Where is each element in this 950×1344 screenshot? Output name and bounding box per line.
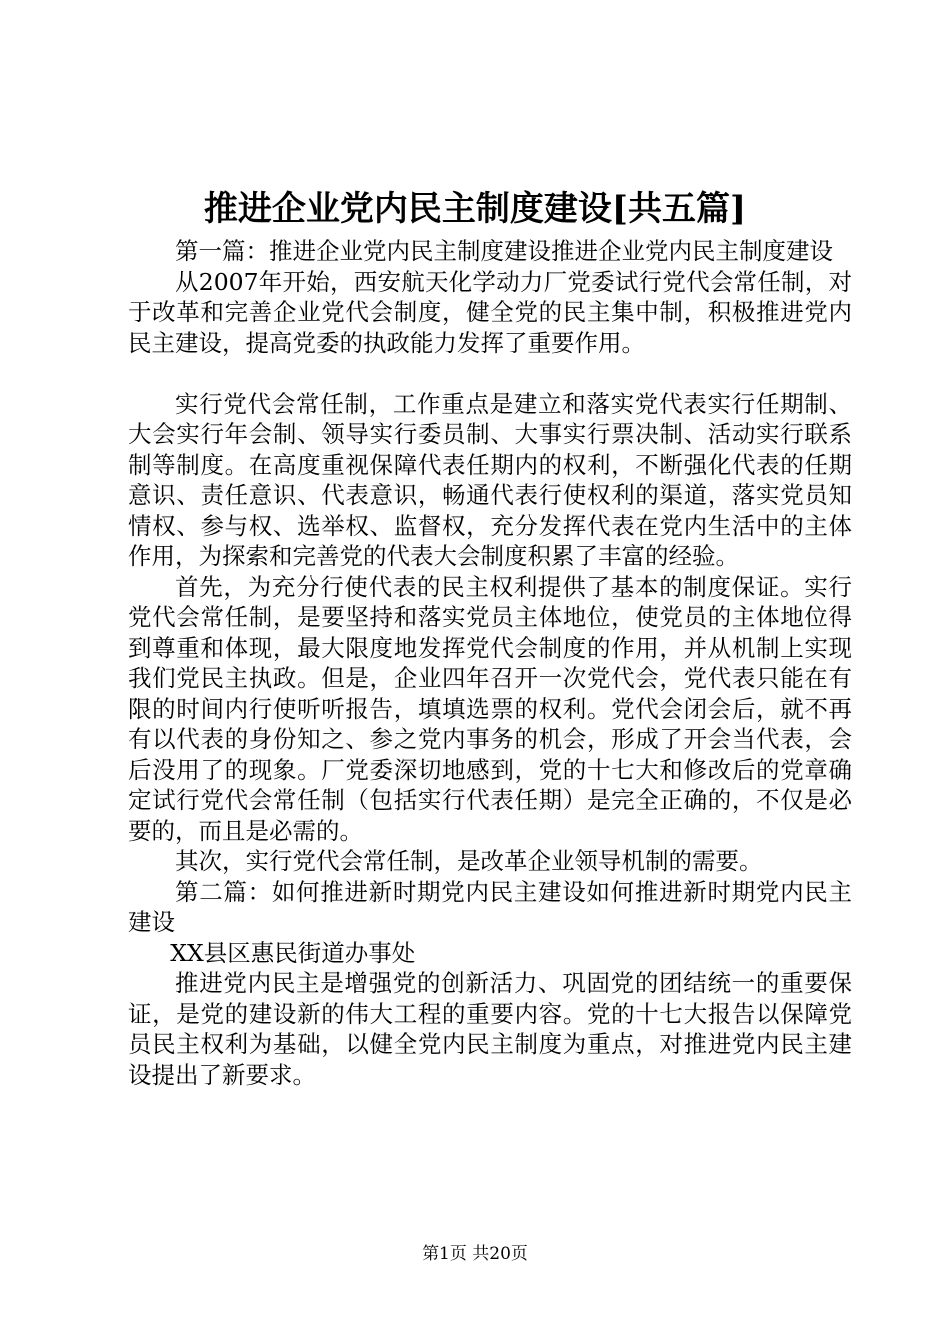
blank-line [128,358,852,389]
document-title: 推进企业党内民主制度建设[共五篇] [203,189,747,229]
page-footer: 第1页 共20页 [422,1244,528,1264]
paragraph-first: 首先，为充分行使代表的民主权利提供了基本的制度保证。实行党代会常任制，是要坚持和落实党员主体地位，使党员的主体地位得到尊重和体现，最大限度地发挥党代会制度的作用，并从机制上实现我们党民主执政。但是，企业四年召开一次党代会，党代表只能在有限的时间内行使听听报告，填填选票的权利。党代会闭会后，就不再有以代表的身份知之、参之党内事务的机会，形成了开会当代表，会后没用了的现象。厂党委深切地感到，党的十七大和修改后的党章确定试行党代会常任制（包括实行代表任期）是完全正确的，不仅是必要的，而且是必需的。 [128,572,852,845]
document-body [128,236,852,1090]
paragraph-system: 实行党代会常任制，工作重点是建立和落实党代表实行任期制、大会实行年会制、领导实行委员制、大事实行票决制、活动实行联系制等制度。在高度重视保障代表任期内的权利，不断强化代表的任期意识、责任意识、代表意识，畅通代表行使权利的渠道，落实党员知情权、参与权、选举权、监督权，充分发挥代表在党内生活中的主体作用，为探索和完善党的代表大会制度积累了丰富的经验。 [128,389,852,570]
paragraph-author-org: XX县区惠民街道办事处 [170,938,416,967]
paragraph-part1-heading: 第一篇：推进企业党内民主制度建设推进企业党内民主制度建设 [175,237,833,265]
paragraph-second: 其次，实行党代会常任制，是改革企业领导机制的需要。 [175,847,763,875]
paragraph-part2-heading: 第二篇：如何推进新时期党内民主建设如何推进新时期党内民主建设 [128,877,852,936]
paragraph-part2-body: 推进党内民主是增强党的创新活力、巩固党的团结统一的重要保证，是党的建设新的伟大工程的重要内容。党的十七大报告以保障党员民主权利为基础，以健全党内民主制度为重点，对推进党内民主建设提出了新要求。 [128,969,852,1089]
paragraph-intro: 从2007年开始，西安航天化学动力厂党委试行党代会常任制，对于改革和完善企业党代会制度，健全党的民主集中制，积极推进党内民主建设，提高党委的执政能力发挥了重要作用。 [128,267,852,357]
